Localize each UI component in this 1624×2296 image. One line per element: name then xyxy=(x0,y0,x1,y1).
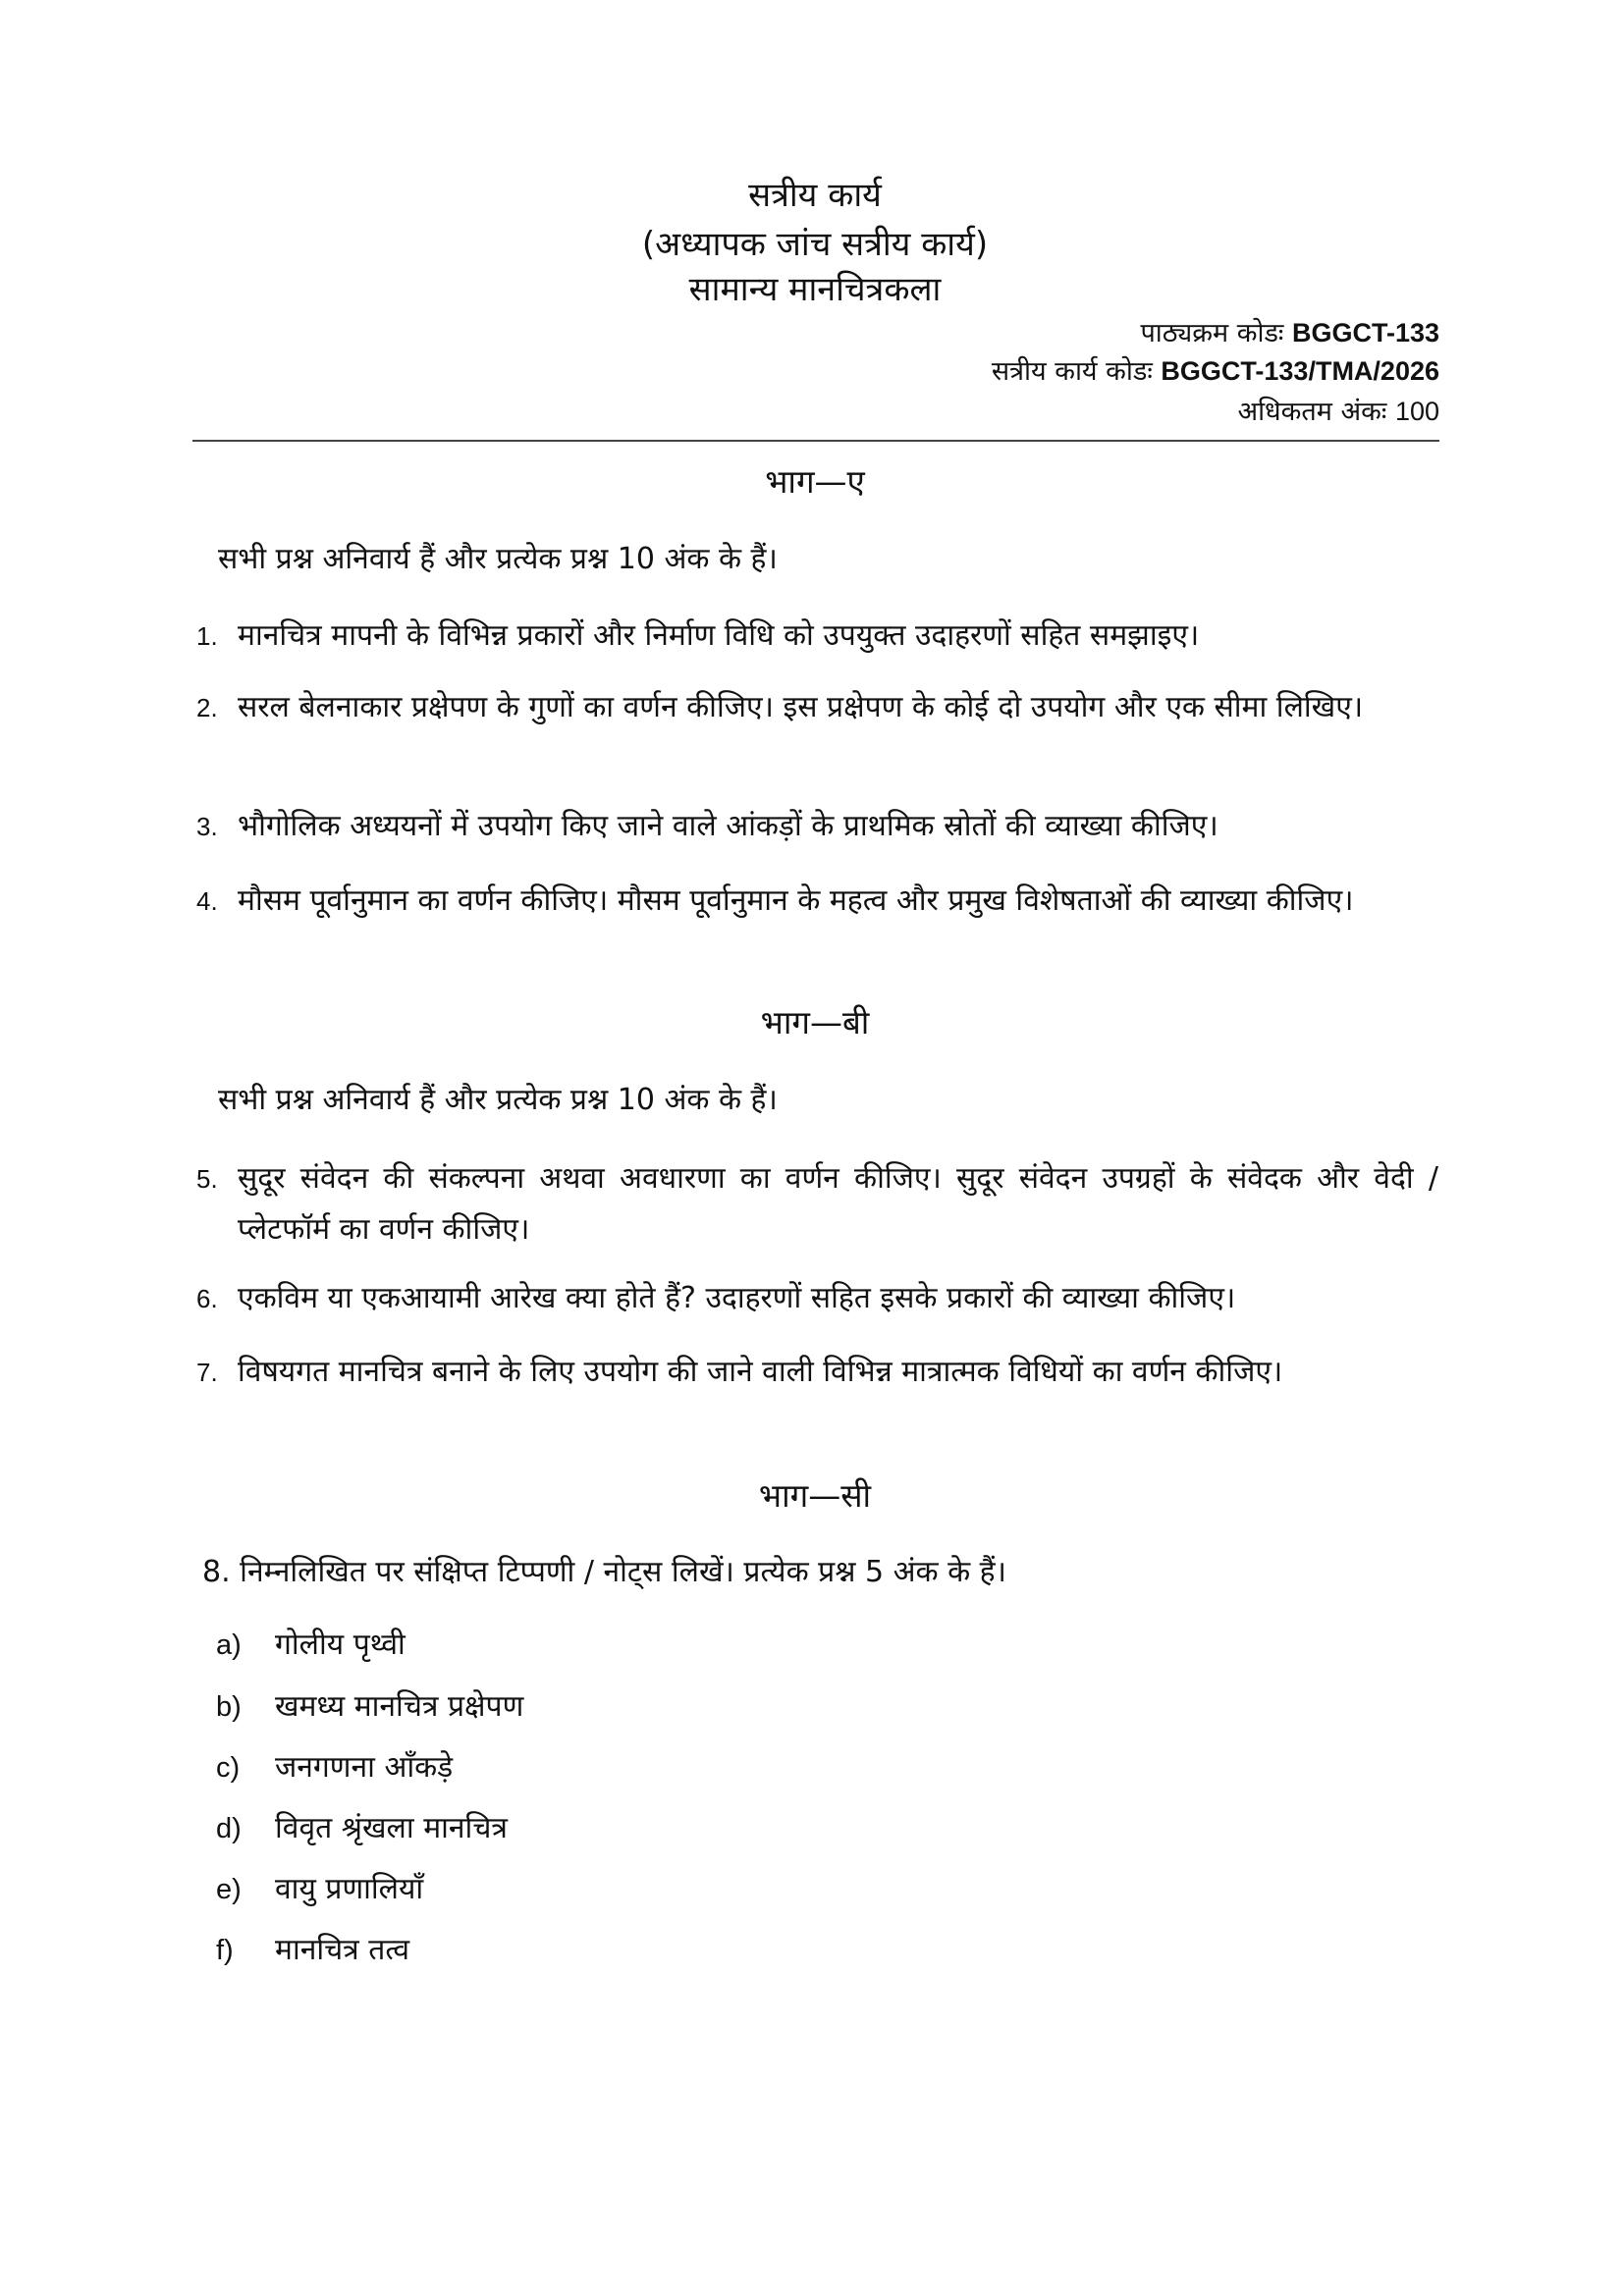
sub-item-a xyxy=(216,1624,406,1667)
section-a-instruction: सभी प्रश्न अनिवार्य हैं और प्रत्येक प्रश्न 10 अंक के हैं। xyxy=(218,542,778,576)
sub-item-text: विवृत श्रृंखला मानचित्र xyxy=(275,1811,508,1845)
question-text: सरल बेलनाकार प्रक्षेपण के गुणों का वर्णन कीजिए। इस प्रक्षेपण के कोई दो उपयोग और एक सीमा लिखिए। xyxy=(238,690,1364,724)
max-marks-label: अधिकतम अंकः xyxy=(1237,397,1387,427)
question-6 xyxy=(196,1273,1438,1324)
sub-item-text: गोलीय पृथ्वी xyxy=(275,1628,406,1662)
question-number: 4. xyxy=(196,886,218,916)
question-1 xyxy=(196,611,1438,662)
sub-item-label: a) xyxy=(216,1629,242,1661)
question-number: 1. xyxy=(196,621,218,651)
assignment-code-line xyxy=(992,352,1439,391)
sub-item-label: c) xyxy=(216,1752,241,1784)
sub-item-text: जनगणना आँकड़े xyxy=(275,1750,454,1785)
sub-item-label: b) xyxy=(216,1691,242,1723)
question-2 xyxy=(196,682,1438,733)
header-divider xyxy=(192,440,1439,442)
question-text: एकविम या एकआयामी आरेख क्या होते हैं? उदाहरणों सहित इसके प्रकारों की व्याख्या कीजिए। xyxy=(238,1281,1236,1315)
question-text: विषयगत मानचित्र बनाने के लिए उपयोग की जाने वाली विभिन्न मात्रात्मक विधियों का वर्णन कीजिए। xyxy=(238,1355,1283,1389)
sub-item-label: d) xyxy=(216,1813,242,1844)
sub-item-d xyxy=(216,1807,508,1850)
section-a-title: भाग—ए xyxy=(765,462,865,501)
sub-item-e xyxy=(216,1868,423,1911)
question-number: 6. xyxy=(196,1284,218,1313)
sub-item-text: खमध्य मानचित्र प्रक्षेपण xyxy=(275,1689,524,1724)
sub-item-label: f) xyxy=(216,1935,234,1966)
question-text: मौसम पूर्वानुमान का वर्णन कीजिए। मौसम पूर्वानुमान के महत्व और प्रमुख विशेषताओं की व्याख्या कीजिए। xyxy=(238,883,1354,918)
assignment-code-label: सत्रीय कार्य कोडः xyxy=(991,356,1153,387)
max-marks-line xyxy=(1237,393,1439,431)
course-code-label: पाठ्यक्रम कोडः xyxy=(1140,318,1284,348)
assignment-code: BGGCT-133/TMA/2026 xyxy=(1161,356,1439,386)
question-3 xyxy=(196,801,1438,852)
question-text: निम्नलिखित पर संक्षिप्त टिप्पणी / नोट्स लिखें। प्रत्येक प्रश्न 5 अंक के हैं। xyxy=(240,1555,1006,1589)
question-8 xyxy=(202,1551,1006,1594)
question-number: 5. xyxy=(196,1164,218,1194)
question-7 xyxy=(196,1347,1438,1398)
course-code: BGGCT-133 xyxy=(1291,318,1439,347)
max-marks: 100 xyxy=(1394,397,1439,426)
document-title: सत्रीय कार्य xyxy=(748,176,882,215)
question-text: मानचित्र मापनी के विभिन्न प्रकारों और निर्माण विधि को उपयुक्त उदाहरणों सहित समझाइए। xyxy=(238,618,1200,653)
sub-item-label: e) xyxy=(216,1874,242,1905)
section-b-title: भाग—बी xyxy=(760,1003,870,1041)
sub-item-f xyxy=(216,1929,409,1972)
sub-item-b xyxy=(216,1685,523,1729)
section-c-title: भाग—सी xyxy=(758,1476,872,1515)
course-code-line xyxy=(1140,314,1439,352)
question-text: सुदूर संवेदन की संकल्पना अथवा अवधारणा का वर्णन कीजिए। सुदूर संवेदन उपग्रहों के संवेदक और वेदी / प्लेटफॉर्म का वर्णन कीजिए। xyxy=(238,1161,1438,1247)
sub-item-text: वायु प्रणालियाँ xyxy=(275,1872,424,1906)
section-b-instruction: सभी प्रश्न अनिवार्य हैं और प्रत्येक प्रश्न 10 अंक के हैं। xyxy=(218,1083,778,1117)
question-number: 3. xyxy=(196,812,218,841)
question-number: 2. xyxy=(196,693,218,722)
question-number: 7. xyxy=(196,1358,218,1387)
sub-item-text: मानचित्र तत्व xyxy=(275,1933,410,1967)
question-5 xyxy=(196,1153,1438,1255)
document-subtitle: (अध्यापक जांच सत्रीय कार्य) xyxy=(641,225,989,264)
course-name: सामान्य मानचित्रकला xyxy=(688,270,942,309)
question-text: भौगोलिक अध्ययनों में उपयोग किए जाने वाले आंकड़ों के प्राथमिक स्रोतों की व्याख्या कीजिए। xyxy=(238,809,1218,843)
question-4 xyxy=(196,876,1438,927)
question-number: 8. xyxy=(202,1555,231,1589)
sub-item-c xyxy=(216,1746,453,1789)
